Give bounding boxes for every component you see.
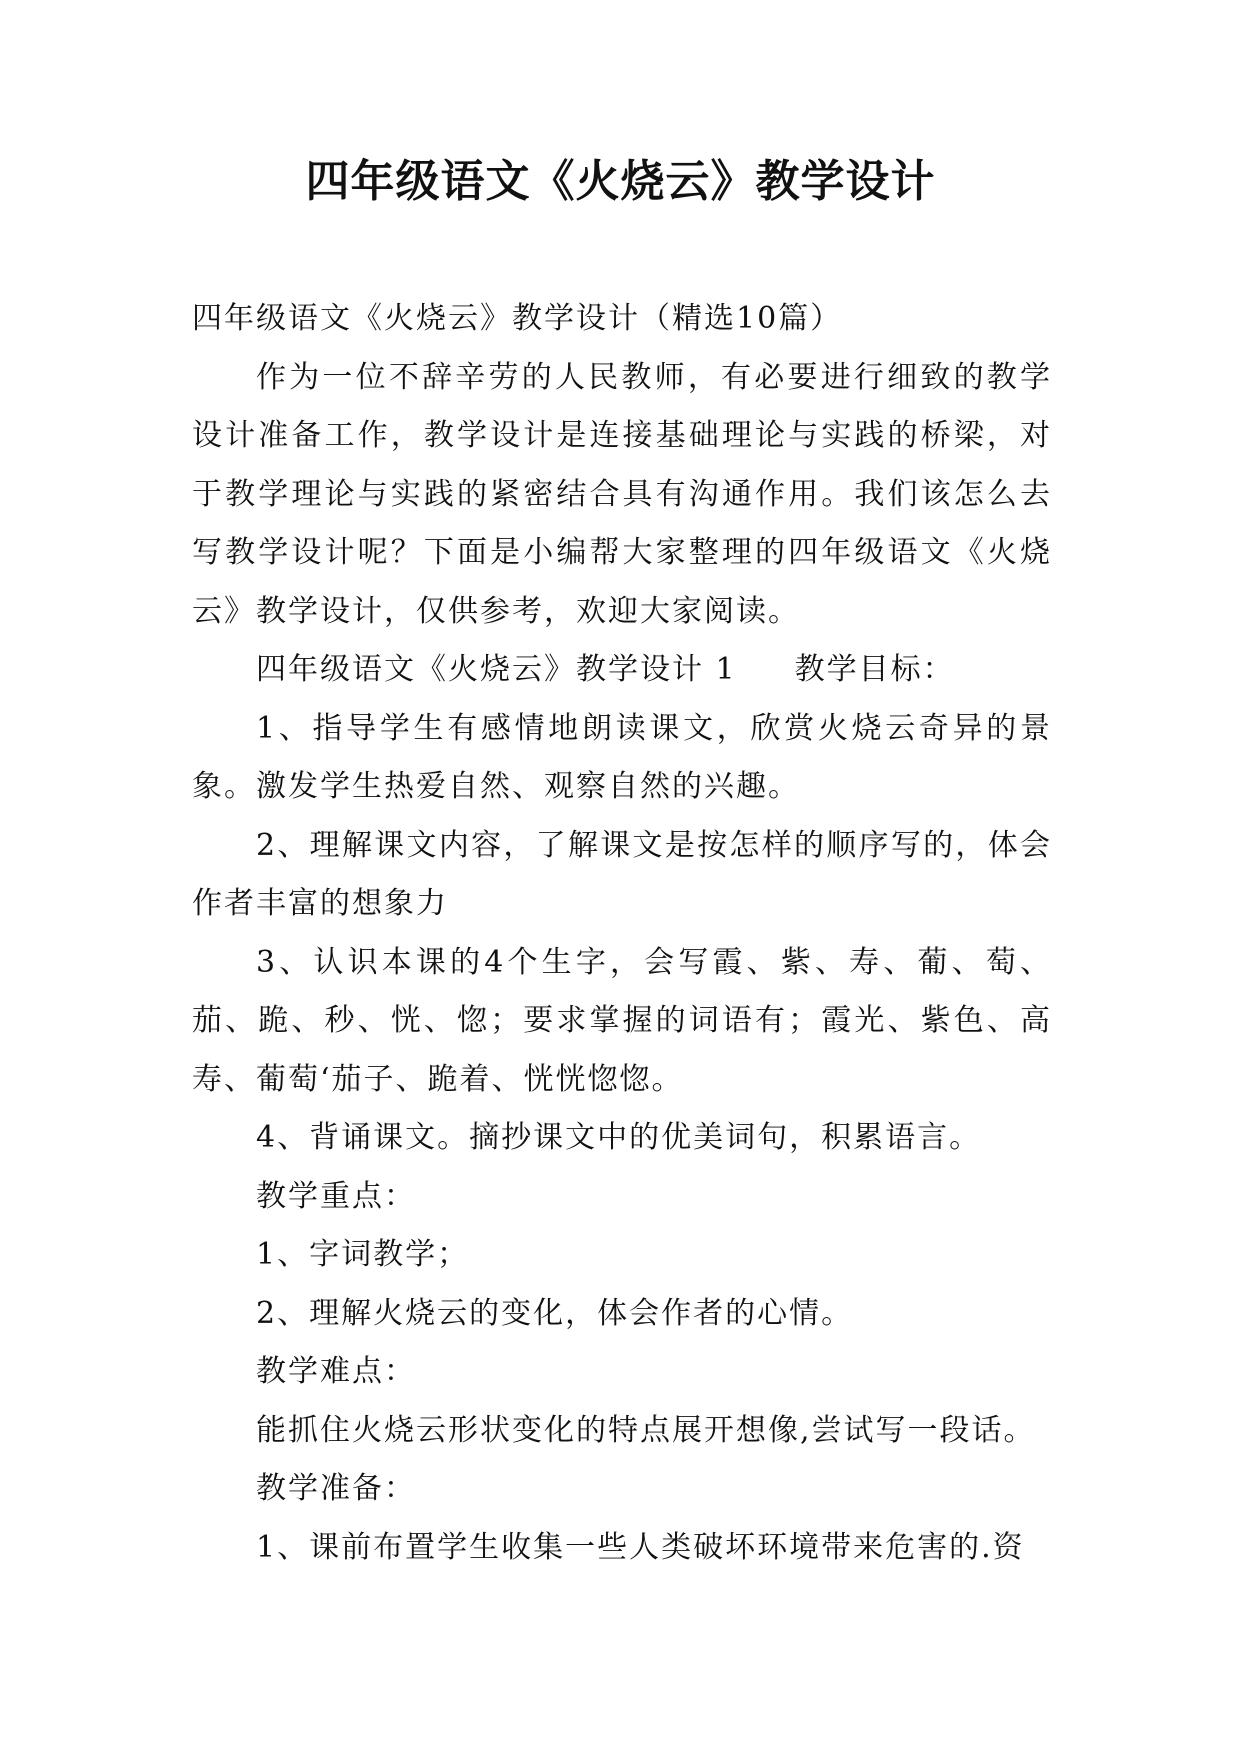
objective-4: 4、背诵课文。摘抄课文中的优美词句，积累语言。 (256, 1120, 982, 1155)
objectives-heading: 教学目标： (794, 652, 955, 687)
key-point-2: 2、理解火烧云的变化，体会作者的心情。 (256, 1295, 854, 1331)
section1-title: 四年级语文《火烧云》教学设计 1 (256, 652, 737, 687)
objective-1: 1、指导学生有感情地朗读课文，欣赏火烧云奇异的景象。激发学生热爱自然、观察自然的兴趣。 (192, 710, 1052, 804)
intro-paragraph: 作为一位不辞辛劳的人民教师，有必要进行细致的教学设计准备工作，教学设计是连接基础理论与实践的桥梁，对于教学理论与实践的紧密结合具有沟通作用。我们该怎么去写教学设计呢？下面是小编帮大家整理的四年级语文《火烧云》教学设计，仅供参考，欢迎大家阅读。 (192, 359, 1052, 629)
objective-3: 3、认识本课的4个生字，会写霞、紫、寿、葡、萄、茄、跪、秒、恍、惚；要求掌握的词语有；霞光、紫色、高寿、葡萄‘茄子、跪着、恍恍惚惚。 (192, 944, 1052, 1097)
key-points-heading: 教学重点： (256, 1178, 416, 1214)
document-title: 四年级语文《火烧云》教学设计 (305, 156, 936, 207)
section-heading-line (192, 641, 1052, 700)
preparation-heading: 教学准备： (256, 1471, 416, 1506)
difficulty-heading: 教学难点： (256, 1354, 416, 1389)
difficulty-1: 能抓住火烧云形状变化的特点展开想像,尝试写一段话。 (256, 1412, 1036, 1448)
document-body (192, 290, 1052, 1577)
key-point-1: 1、字词教学； (256, 1237, 470, 1272)
preparation-1: 1、课前布置学生收集一些人类破坏环境带来危害的.资 (256, 1529, 1025, 1565)
document-subtitle: 四年级语文《火烧云》教学设计（精选10篇） (192, 301, 843, 336)
objective-2: 2、理解课文内容，了解课文是按怎样的顺序写的，体会作者丰富的想象力 (192, 827, 1052, 921)
